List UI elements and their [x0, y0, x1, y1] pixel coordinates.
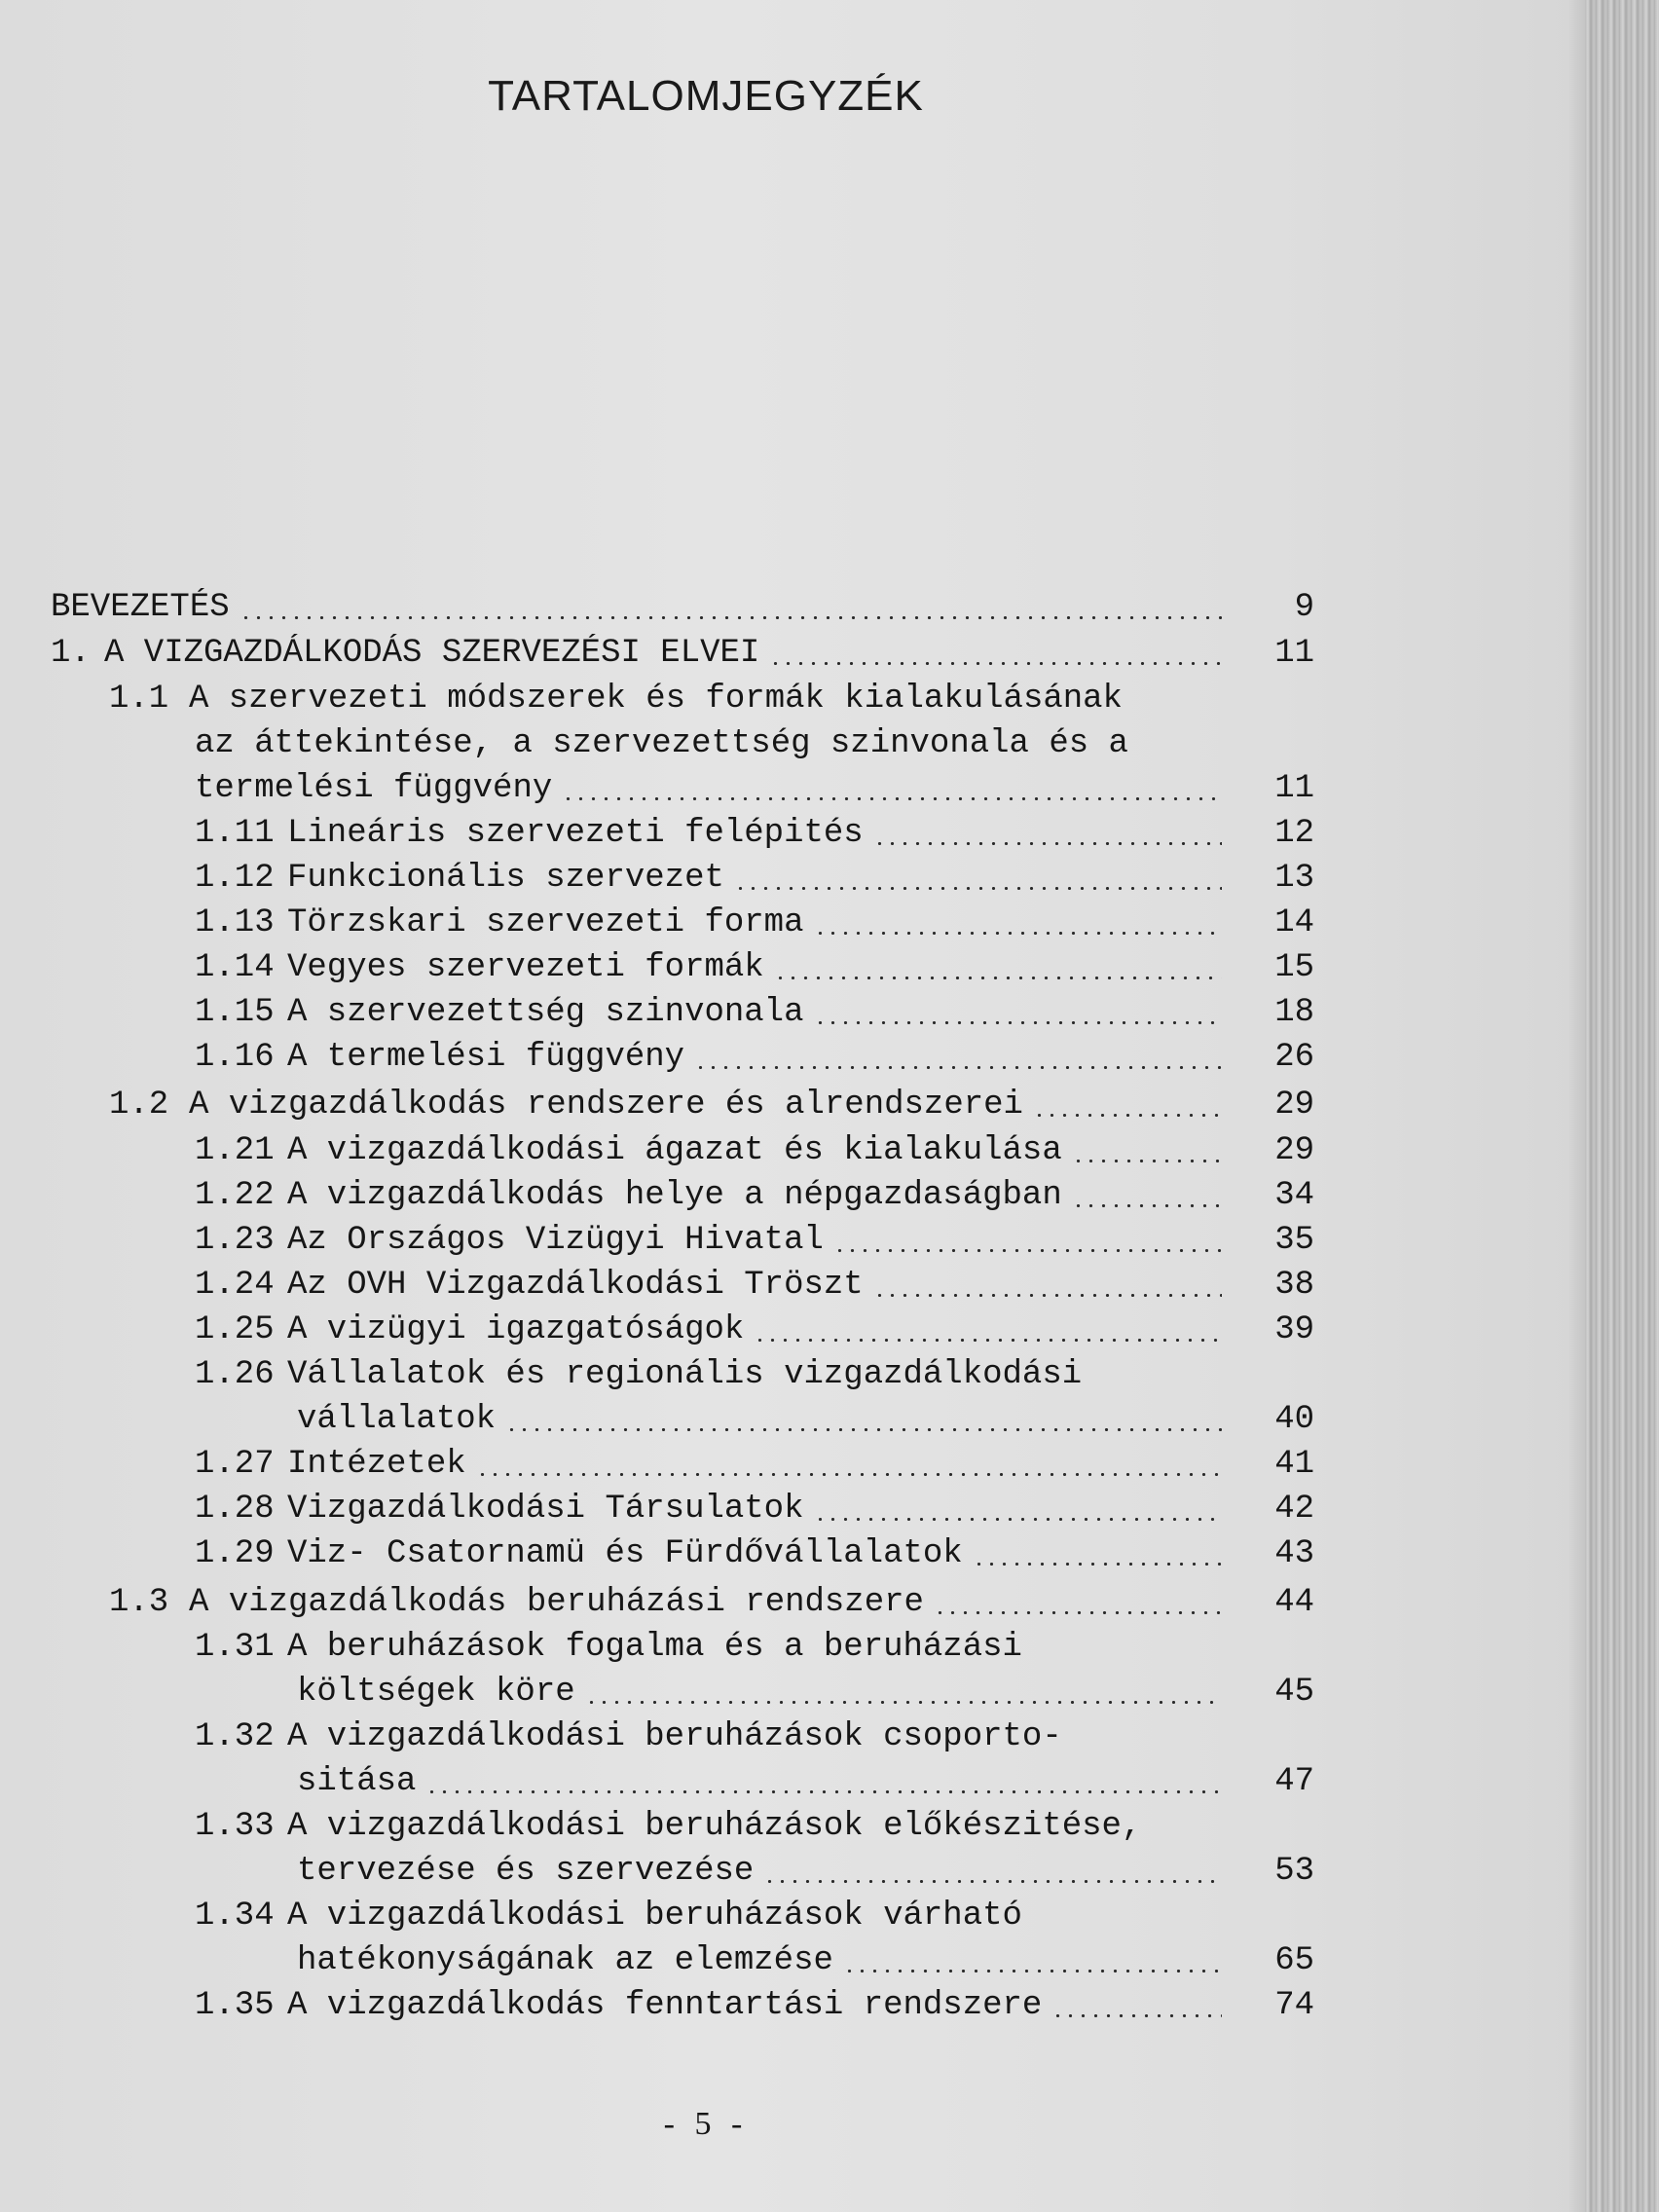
dot-leader: [867, 1266, 1222, 1305]
dot-leader: [1066, 1131, 1222, 1170]
dot-leader: [748, 1310, 1222, 1349]
toc-entry-title: A vizgazdálkodási beruházások csoporto-: [287, 1718, 1062, 1755]
toc-entry-title: A vizgazdálkodás beruházási rendszere: [189, 1584, 924, 1621]
toc-entry-number: 1.22: [195, 1177, 275, 1214]
toc-page-number: 14: [1274, 904, 1314, 941]
toc-entry-number: 1.14: [195, 949, 275, 986]
toc-page-number: 18: [1274, 994, 1314, 1031]
toc-entry-title: Vegyes szervezeti formák: [287, 949, 764, 986]
dot-leader: [499, 1400, 1222, 1439]
dot-leader: [763, 634, 1222, 673]
toc-page-number: 9: [1294, 589, 1314, 626]
toc-entry-number: 1.16: [195, 1039, 275, 1076]
toc-entry: [297, 1852, 1222, 1891]
toc-entry: [195, 948, 1222, 987]
toc-entry-title: az áttekintése, a szervezettség szinvonala és a: [195, 725, 1128, 762]
toc-page-number: 39: [1274, 1311, 1314, 1348]
dot-leader: [808, 1490, 1223, 1529]
toc-page-number: 38: [1274, 1267, 1314, 1304]
toc-entry-number: 1.25: [195, 1311, 275, 1348]
page-title: TARTALOMJEGYZÉK: [488, 72, 924, 120]
toc-entry-title: vállalatok: [297, 1401, 497, 1438]
toc-page-number: 43: [1274, 1535, 1314, 1572]
toc-entry-title: sitása: [297, 1763, 417, 1800]
toc-entry-number: 1.26: [195, 1356, 275, 1393]
toc-entry: [195, 993, 1222, 1032]
toc-entry-title: A szervezeti módszerek és formák kialakulásának: [189, 681, 1123, 718]
toc-entry-title: Az OVH Vizgazdálkodási Tröszt: [287, 1267, 864, 1304]
toc-entry-title: BEVEZETÉS: [51, 589, 230, 626]
toc-page-number: 40: [1274, 1401, 1314, 1438]
toc-entry-title: költségek köre: [297, 1674, 575, 1711]
toc-entry-number: 1.29: [195, 1535, 275, 1572]
toc-entry-title: A VIZGAZDÁLKODÁS SZERVEZÉSI ELVEI: [104, 635, 760, 672]
toc-entry: [195, 1131, 1222, 1170]
dot-leader: [1027, 1086, 1222, 1124]
toc-entry-number: 1.13: [195, 904, 275, 941]
toc-entry: [195, 903, 1222, 942]
toc-page-number: 47: [1274, 1763, 1314, 1800]
dot-leader: [967, 1534, 1222, 1573]
toc-entry: [195, 1897, 1222, 1936]
toc-entry-title: Törzskari szervezeti forma: [287, 904, 804, 941]
toc-entry: [195, 1310, 1222, 1349]
toc-entry-title: hatékonyságának az elemzése: [297, 1942, 833, 1979]
toc-page-number: 42: [1274, 1491, 1314, 1528]
toc-entry: [195, 769, 1222, 808]
toc-page-number: 41: [1274, 1446, 1314, 1483]
toc-entry-number: 1.33: [195, 1808, 275, 1845]
toc-entry-title: A beruházások fogalma és a beruházási: [287, 1629, 1022, 1666]
toc-page-number: 53: [1274, 1853, 1314, 1890]
dot-leader: [470, 1445, 1222, 1484]
toc-entry-title: Az Országos Vizügyi Hivatal: [287, 1222, 824, 1259]
toc-page-number: 26: [1274, 1039, 1314, 1076]
toc-entry-title: A vizügyi igazgatóságok: [287, 1311, 745, 1348]
toc-entry: [195, 1355, 1222, 1394]
toc-entry: [195, 1445, 1222, 1484]
toc-entry-number: 1.3: [109, 1584, 169, 1621]
toc-entry-number: 1.1: [109, 681, 169, 718]
dot-leader: [234, 588, 1222, 627]
toc-entry-title: A vizgazdálkodási beruházások várható: [287, 1898, 1022, 1935]
toc-entry-title: Vállalatok és regionális vizgazdálkodási: [287, 1356, 1083, 1393]
toc-page-number: 45: [1274, 1674, 1314, 1711]
toc-entry: [195, 1807, 1222, 1846]
toc-entry: [195, 814, 1222, 853]
dot-leader: [688, 1038, 1222, 1077]
toc-page-number: 34: [1274, 1177, 1314, 1214]
toc-entry-title: A vizgazdálkodás fenntartási rendszere: [287, 1987, 1043, 2024]
book-edge: [1585, 0, 1659, 2212]
dot-leader: [728, 859, 1222, 898]
toc-entry-title: Intézetek: [287, 1446, 466, 1483]
toc-entry-number: 1.11: [195, 815, 275, 852]
dot-leader: [928, 1583, 1222, 1622]
toc-page-number: 29: [1274, 1087, 1314, 1124]
toc-entry-number: 1.24: [195, 1267, 275, 1304]
toc-entry-title: termelési függvény: [195, 770, 553, 807]
toc-entry-number: 1.2: [109, 1087, 169, 1124]
toc-entry: [109, 1583, 1222, 1622]
dot-leader: [867, 814, 1222, 853]
dot-leader: [757, 1852, 1222, 1891]
toc-entry: [297, 1673, 1222, 1712]
toc-entry-title: Vizgazdálkodási Társulatok: [287, 1491, 804, 1528]
toc-entry-number: 1.28: [195, 1491, 275, 1528]
toc-page-number: 12: [1274, 815, 1314, 852]
toc-entry: [195, 859, 1222, 898]
toc-entry: [195, 1628, 1222, 1667]
toc-entry: [51, 588, 1222, 627]
dot-leader: [828, 1221, 1222, 1260]
toc-entry: [297, 1762, 1222, 1801]
toc-entry: [195, 1986, 1222, 2025]
toc-page-number: 13: [1274, 860, 1314, 897]
toc-page-number: 35: [1274, 1222, 1314, 1259]
toc-entry-title: A vizgazdálkodási ágazat és kialakulása: [287, 1132, 1062, 1169]
toc-entry: [195, 1176, 1222, 1215]
toc-entry: [195, 1534, 1222, 1573]
toc-entry-title: tervezése és szervezése: [297, 1853, 755, 1890]
toc-entry-title: Viz- Csatornamü és Fürdővállalatok: [287, 1535, 963, 1572]
toc-page-number: 11: [1274, 635, 1314, 672]
toc-page-number: 15: [1274, 949, 1314, 986]
toc-entry-number: 1.32: [195, 1718, 275, 1755]
toc-entry-title: A vizgazdálkodási beruházások előkészitése,: [287, 1808, 1142, 1845]
toc-entry: [195, 1266, 1222, 1305]
toc-entry-title: Funkcionális szervezet: [287, 860, 724, 897]
toc-entry: [195, 1717, 1222, 1756]
toc-entry: [195, 1221, 1222, 1260]
toc-entry-number: 1.12: [195, 860, 275, 897]
toc-entry-title: A termelési függvény: [287, 1039, 685, 1076]
toc-entry-title: Lineáris szervezeti felépités: [287, 815, 864, 852]
toc-entry-number: 1.15: [195, 994, 275, 1031]
toc-entry-number: 1.21: [195, 1132, 275, 1169]
dot-leader: [1046, 1986, 1222, 2025]
toc-page-number: 65: [1274, 1942, 1314, 1979]
toc-entry: [297, 1400, 1222, 1439]
dot-leader: [808, 903, 1223, 942]
toc-page-number: 29: [1274, 1132, 1314, 1169]
dot-leader: [556, 769, 1222, 808]
toc-entry-number: 1.23: [195, 1222, 275, 1259]
toc-page-number: 44: [1274, 1584, 1314, 1621]
toc-entry-number: 1.: [51, 635, 91, 672]
toc-entry: [195, 724, 1222, 763]
toc-page-number: 74: [1274, 1987, 1314, 2024]
dot-leader: [1066, 1176, 1222, 1215]
toc-entry: [195, 1038, 1222, 1077]
toc-entry: [297, 1941, 1222, 1980]
toc-entry: [109, 1086, 1222, 1124]
toc-entry-number: 1.34: [195, 1898, 275, 1935]
dot-leader: [808, 993, 1223, 1032]
dot-leader: [420, 1762, 1222, 1801]
dot-leader: [768, 948, 1222, 987]
toc-entry: [195, 1490, 1222, 1529]
dot-leader: [579, 1673, 1222, 1712]
toc-entry-number: 1.27: [195, 1446, 275, 1483]
toc-entry: [109, 680, 1222, 719]
dot-leader: [837, 1941, 1222, 1980]
page-number: - 5 -: [663, 2106, 749, 2142]
toc-entry-title: A vizgazdálkodás rendszere és alrendszerei: [189, 1087, 1023, 1124]
toc-entry: [51, 634, 1222, 673]
toc-entry-title: A vizgazdálkodás helye a népgazdaságban: [287, 1177, 1062, 1214]
toc-entry-title: A szervezettség szinvonala: [287, 994, 804, 1031]
toc-page-number: 11: [1274, 770, 1314, 807]
toc-entry-number: 1.31: [195, 1629, 275, 1666]
toc-entry-number: 1.35: [195, 1987, 275, 2024]
